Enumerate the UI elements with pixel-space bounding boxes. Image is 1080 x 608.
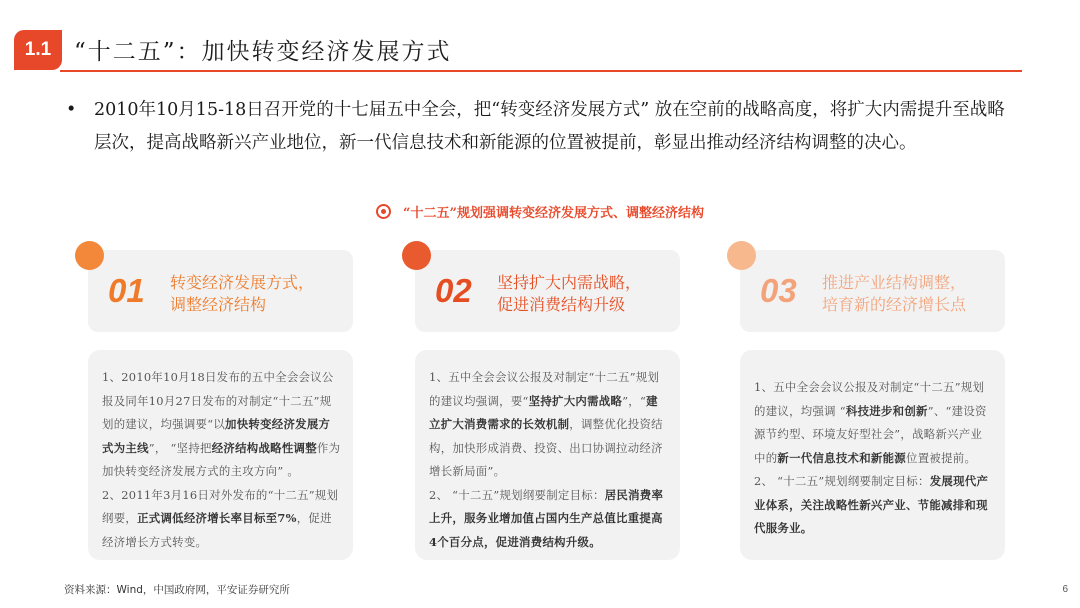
intro-text: 2010年10月15-18日召开党的十七届五中全会，把“转变经济发展方式” 放在空前的战略高度，将扩大内需提升至战略层次，提高战略新兴产业地位，新一代信息技术和新能源的位置被提前，彰显出推动经济结构调整的决心。 xyxy=(94,100,1005,153)
detail-emphasis: 发展现代产业体系，关注战略性新兴产业、节能减排和现代服务业。 xyxy=(754,474,989,535)
theme-number: 01 xyxy=(108,272,145,309)
detail-text: ”， “坚持把 xyxy=(148,440,212,455)
circle-icon xyxy=(75,241,104,270)
detail-box-1 xyxy=(88,350,353,560)
theme-heading-line: 坚持扩大内需战略， xyxy=(497,273,642,292)
detail-text: 位置被提前。 xyxy=(906,450,977,465)
detail-emphasis: 坚持扩大内需战略 xyxy=(528,393,623,408)
subheading-label: “十二五”规划强调转变经济发展方式、调整经济结构 xyxy=(403,206,704,221)
detail-emphasis: 科技进步和创新 xyxy=(845,403,928,418)
theme-card-1 xyxy=(88,250,353,332)
circle-icon xyxy=(727,241,756,270)
theme-card-2 xyxy=(415,250,680,332)
theme-heading-line: 推进产业结构调整， xyxy=(822,273,967,292)
subheading xyxy=(0,202,1080,221)
theme-heading-line: 调整经济结构 xyxy=(170,295,267,314)
detail-emphasis: 经济结构战略性调整 xyxy=(211,440,317,455)
theme-heading-line: 培育新的经济增长点 xyxy=(822,295,967,314)
detail-emphasis: 居民消费率上升，服务业增加值占国内生产总值比重提高4个百分点，促进消费结构升级。 xyxy=(429,487,664,549)
theme-number: 03 xyxy=(760,272,797,309)
theme-heading xyxy=(822,272,966,316)
detail-box-3 xyxy=(740,350,1005,560)
theme-card-3 xyxy=(740,250,1005,332)
detail-box-2 xyxy=(415,350,680,560)
detail-text: ，促进经济增长方式转变。 xyxy=(102,511,332,549)
detail-text: ”，“ xyxy=(622,393,647,408)
circle-icon xyxy=(402,241,431,270)
detail-text: ”、“建设资源节约型、环境友好型社会”，战略新兴产业中的 xyxy=(754,403,987,465)
detail-text: 2、 “十二五”规划纲要制定目标： xyxy=(754,474,930,488)
title-divider xyxy=(60,70,1022,72)
detail-emphasis: 建立扩大消费需求的长效机制 xyxy=(429,393,658,431)
theme-heading-line: 转变经济发展方式， xyxy=(170,273,315,292)
section-number-badge: 1.1 xyxy=(14,30,62,70)
detail-text: 1、五中全会会议公报及对制定“十二五”规划的建议，均强调 “ xyxy=(754,380,985,418)
target-icon xyxy=(376,204,391,219)
detail-emphasis: 加快转变经济发展方式为主线 xyxy=(102,417,331,455)
intro-paragraph xyxy=(66,94,1016,160)
detail-text: 作为加快转变经济发展方式的主攻方向” 。 xyxy=(102,440,341,478)
bullet-icon: • xyxy=(66,100,77,120)
detail-text: 2、 “十二五”规划纲要制定目标： xyxy=(429,487,605,502)
theme-heading-line: 促进消费结构升级 xyxy=(497,295,626,314)
theme-heading xyxy=(497,272,641,316)
page-title: “十二五”：加快转变经济发展方式 xyxy=(74,39,452,65)
detail-text: ，调整优化投资结构，加快形成消费、投资、出口协调拉动经济增长新局面”。 xyxy=(429,417,663,478)
detail-emphasis: 正式调低经济增长率目标至7% xyxy=(137,511,297,525)
theme-heading xyxy=(170,272,314,316)
page-number: 6 xyxy=(1062,584,1068,595)
source-note: 资料来源：Wind，中国政府网，平安证券研究所 xyxy=(64,584,290,596)
detail-text: 2、2011年3月16日对外发布的“十二五”规划纲要， xyxy=(102,487,339,525)
detail-text: 1、五中全会会议公报及对制定“十二五”规划的建议均强调，要“ xyxy=(429,370,660,408)
detail-emphasis: 新一代信息技术和新能源 xyxy=(777,450,906,465)
detail-text: 1、2010年10月18日发布的五中全会会议公报及同年10月27日发布的对制定“十二五”规划的建议，均强调要“以 xyxy=(102,370,334,431)
theme-number: 02 xyxy=(435,272,472,309)
